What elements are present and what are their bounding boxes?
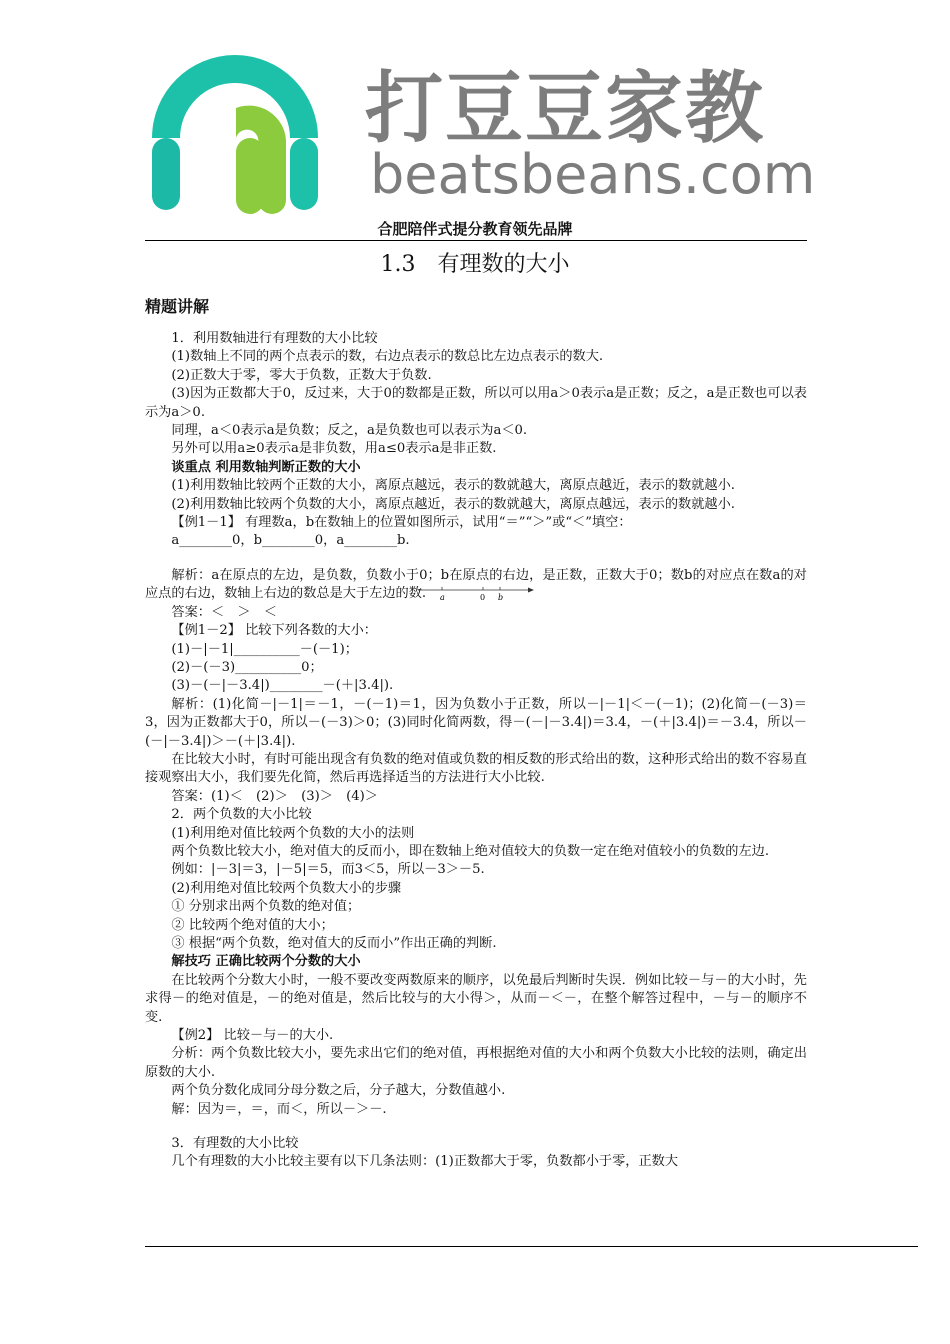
paragraph: 1．利用数轴进行有理数的大小比较 <box>171 331 378 346</box>
paragraph: 2．两个负数的大小比较 <box>171 807 312 823</box>
paragraph: 解析：a在原点的左边，是负数，负数小于0；b在原点的右边，是正数，正数大于0；数b的对应点在数a的对应点的右边，数轴上右边的数总是大于左边的数. <box>145 567 807 602</box>
paragraph: (2)正数大于零，零大于负数，正数大于负数. <box>171 367 432 383</box>
paragraph: (2)利用绝对值比较两个负数大小的步骤 <box>171 880 402 896</box>
paragraph: ③ 根据“两个负数，绝对值大的反而小”作出正确的判断. <box>171 936 497 951</box>
brand-name-en: beatsbeans.com <box>370 143 816 206</box>
label-b: b <box>498 593 504 602</box>
header-logo-area <box>0 0 950 230</box>
spacer <box>145 551 807 567</box>
logo-left-pillar <box>152 138 180 210</box>
slogan: 合肥陪伴式提分教育领先品牌 <box>377 220 573 238</box>
paragraph: 【例2】 比较－与－的大小. <box>171 1028 334 1044</box>
paragraph: (2)－(－3)__________0； <box>171 659 323 675</box>
paragraph: 【例1－1】 有理数a，b在数轴上的位置如图所示，试用“＝”“＞”或“＜”填空： <box>171 515 632 531</box>
paragraph: a________0，b________0，a________b. <box>171 533 410 549</box>
number-line-figure <box>418 585 534 603</box>
paragraph: (3)－(－|－3.4|)________－(＋|3.4|). <box>171 678 394 694</box>
brand-logo-icon <box>140 20 340 220</box>
number-line-arrow <box>528 588 534 593</box>
paragraph: 谈重点 利用数轴判断正数的大小 <box>171 459 361 475</box>
paragraph: 答案：(1)＜ (2)＞ (3)＞ (4)＞ <box>171 788 378 804</box>
paragraph: 在比较大小时，有时可能出现含有负数的绝对值或负数的相反数的形式给出的数，这种形式给出的数不容易直接观察出大小，我们要先化简，然后再选择适当的方法进行大小比较. <box>145 751 807 786</box>
paragraph: 几个有理数的大小比较主要有以下几条法则：(1)正数都大于零，负数都小于零，正数大 <box>171 1154 679 1170</box>
paragraph: 3．有理数的大小比较 <box>171 1136 299 1152</box>
paragraph: (2)利用数轴比较两个负数的大小，离原点越近，表示的数就越大，离原点越远，表示的数就越小. <box>171 496 735 512</box>
document-body <box>145 330 807 1172</box>
paragraph: (1)－|－1|__________－(－1)； <box>171 641 358 657</box>
paragraph: 分析：两个负数比较大小，要先求出它们的绝对值，再根据绝对值的大小和两个负数大小比较的法则，确定出原数的大小. <box>145 1046 807 1080</box>
footer-divider <box>145 1246 918 1247</box>
paragraph: 两个负数比较大小，绝对值大的反而小，即在数轴上绝对值较大的负数一定在绝对值较小的负数的左边. <box>171 843 770 859</box>
paragraph: 同理，a＜0表示a是负数；反之，a是负数也可以表示为a＜0. <box>171 423 528 439</box>
paragraph: 两个负分数化成同分母分数之后，分子越大，分数值越小. <box>171 1083 506 1099</box>
paragraph: (1)利用数轴比较两个正数的大小，离原点越远，表示的数就越大，离原点越近，表示的数就越小. <box>171 478 735 494</box>
section-heading: 精题讲解 <box>145 297 210 316</box>
label-zero: 0 <box>480 593 486 602</box>
header-divider <box>145 240 807 241</box>
paragraph: 【例1－2】 比较下列各数的大小： <box>171 623 377 639</box>
paragraph: ② 比较两个绝对值的大小； <box>171 917 334 933</box>
brand-name-cn: 打豆豆家教 <box>365 64 766 154</box>
paragraph: 解技巧 正确比较两个分数的大小 <box>171 954 361 970</box>
paragraph: 解：因为＝，＝，而＜，所以－＞－. <box>171 1101 387 1117</box>
paragraph: (3)因为正数都大于0，反过来，大于0的数都是正数，所以可以用a＞0表示a是正数；反之，a是正数也可以表示为a＞0. <box>145 386 807 420</box>
paragraph: (1)数轴上不同的两个点表示的数，右边点表示的数总比左边点表示的数大. <box>171 349 604 365</box>
paragraph: 例如：|－3|＝3，|－5|＝5，而3＜5，所以－3＞－5. <box>171 862 485 878</box>
paragraph: 解析：(1)化简－|－1|＝－1，－(－1)＝1，因为负数小于正数，所以－|－1|＜－(－1)；(2)化简－(－3)＝3，因为正数都大于0，所以－(－3)＞0；(3)同时化简两数，得－(－|－3.4|)＝3.4，－(＋|3.4|)＝－3.4，所以－(－|－3.4|)＞－(＋|3.4|). <box>145 696 807 749</box>
paragraph: 另外可以用a≥0表示a是非负数，用a≤0表示a是非正数. <box>171 441 497 457</box>
logo-arc <box>152 55 318 138</box>
logo-inner-pillar <box>236 138 264 214</box>
paragraph: ① 分别求出两个负数的绝对值； <box>171 899 361 915</box>
spacer <box>145 1119 807 1135</box>
page-title: 1.3 有理数的大小 <box>380 252 570 277</box>
label-a: a <box>440 593 445 602</box>
paragraph: 在比较两个分数大小时，一般不要改变两数原来的顺序，以免最后判断时失误．例如比较－与－的大小时，先求得－的绝对值是，－的绝对值是，然后比较与的大小得＞，从而－＜－，在整个解答过程中，－与－的顺序不变. <box>145 972 807 1025</box>
paragraph: (1)利用绝对值比较两个负数的大小的法则 <box>171 825 415 841</box>
paragraph: 答案：＜ ＞ ＜ <box>171 604 277 620</box>
